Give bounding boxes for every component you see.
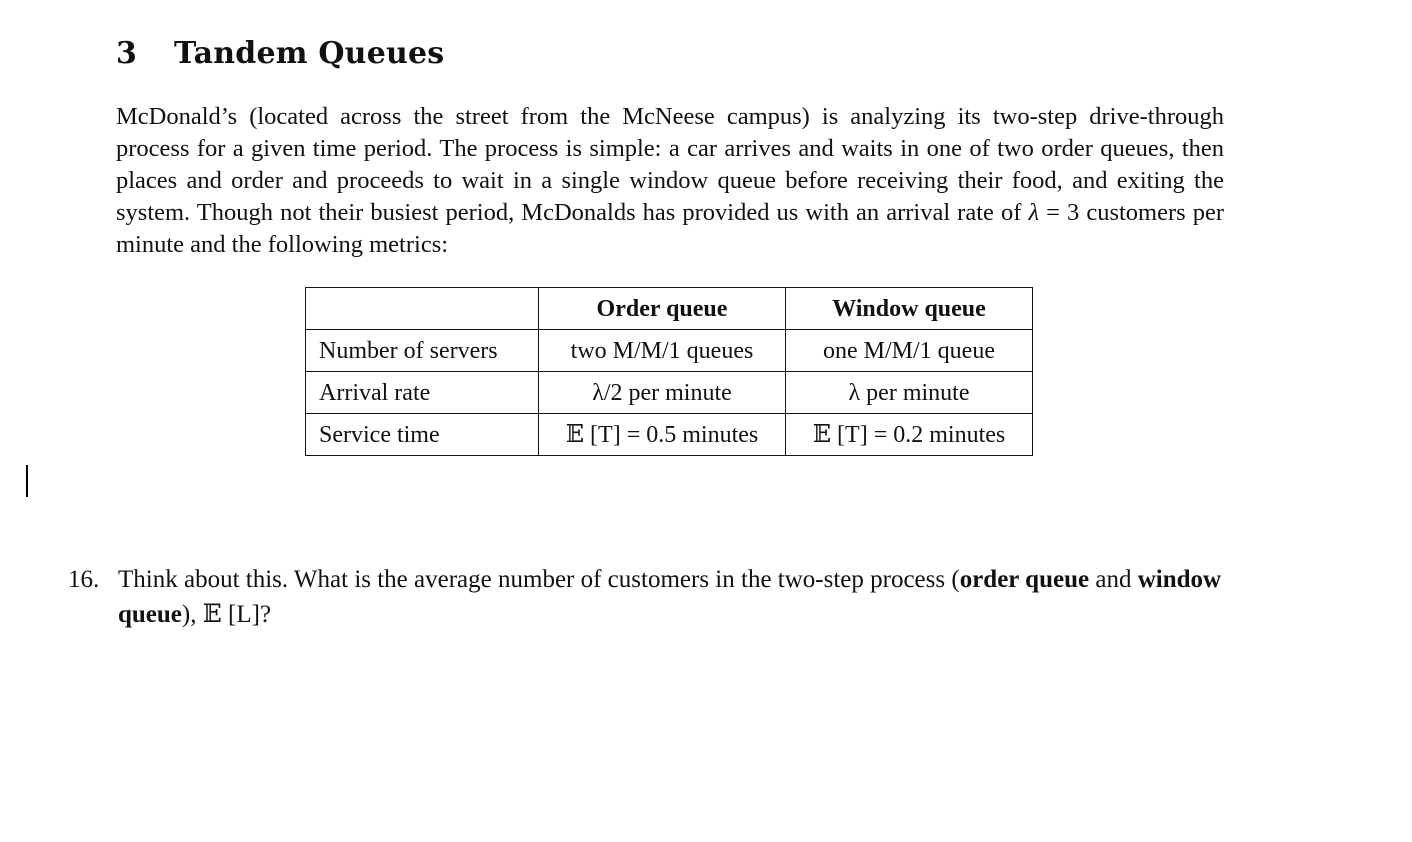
cell-order-service: 𝔼 [T] = 0.5 minutes — [539, 414, 786, 456]
section-number: 3 — [116, 36, 138, 71]
table-row — [306, 414, 1033, 456]
question-text-mid: and — [1089, 566, 1138, 593]
question-text-after: ), 𝔼 [L]? — [181, 601, 272, 628]
question-text-before: Think about this. What is the average number of customers in the two-step process ( — [118, 566, 960, 593]
table-row — [306, 372, 1033, 414]
lambda-equals: = 3 — [1039, 199, 1080, 227]
question-16 — [68, 562, 1268, 632]
row-label-service: Service time — [306, 414, 539, 456]
section-title: Tandem Queues — [174, 36, 445, 71]
table-header-window-queue: Window queue — [786, 288, 1033, 330]
intro-text-part2: customers per minute and the following metrics: — [116, 199, 1225, 259]
table-row — [306, 330, 1033, 372]
section-heading — [116, 36, 444, 71]
cell-order-servers: two M/M/1 queues — [539, 330, 786, 372]
lambda-symbol: λ — [1028, 199, 1040, 227]
cell-window-arrival: λ per minute — [786, 372, 1033, 414]
question-bold-order-queue: order queue — [959, 566, 1090, 593]
table-header-order-queue: Order queue — [539, 288, 786, 330]
table-header-empty — [306, 288, 539, 330]
intro-text-part1: McDonald’s (located across the street from the McNeese campus) is analyzing its two-step drive-through process for a given time period. The process is simple: a car arrives and waits in one of two order queues, then places and order and proceeds to wait in a single window queue before receiving their food, and exiting the system. Though not their busiest period, McDonalds has provided us with an arrival rate of — [116, 103, 1224, 227]
metrics-table — [305, 287, 1033, 456]
cell-window-servers: one M/M/1 queue — [786, 330, 1033, 372]
question-bold-window-queue: window queue — [118, 566, 1222, 628]
intro-paragraph — [116, 101, 1224, 261]
table-header-row — [306, 288, 1033, 330]
row-label-servers: Number of servers — [306, 330, 539, 372]
question-number: 16. — [68, 566, 100, 593]
row-label-arrival: Arrival rate — [306, 372, 539, 414]
cell-order-arrival: λ/2 per minute — [539, 372, 786, 414]
text-cursor[interactable] — [26, 465, 28, 497]
cell-window-service: 𝔼 [T] = 0.2 minutes — [786, 414, 1033, 456]
question-body — [118, 562, 1268, 632]
